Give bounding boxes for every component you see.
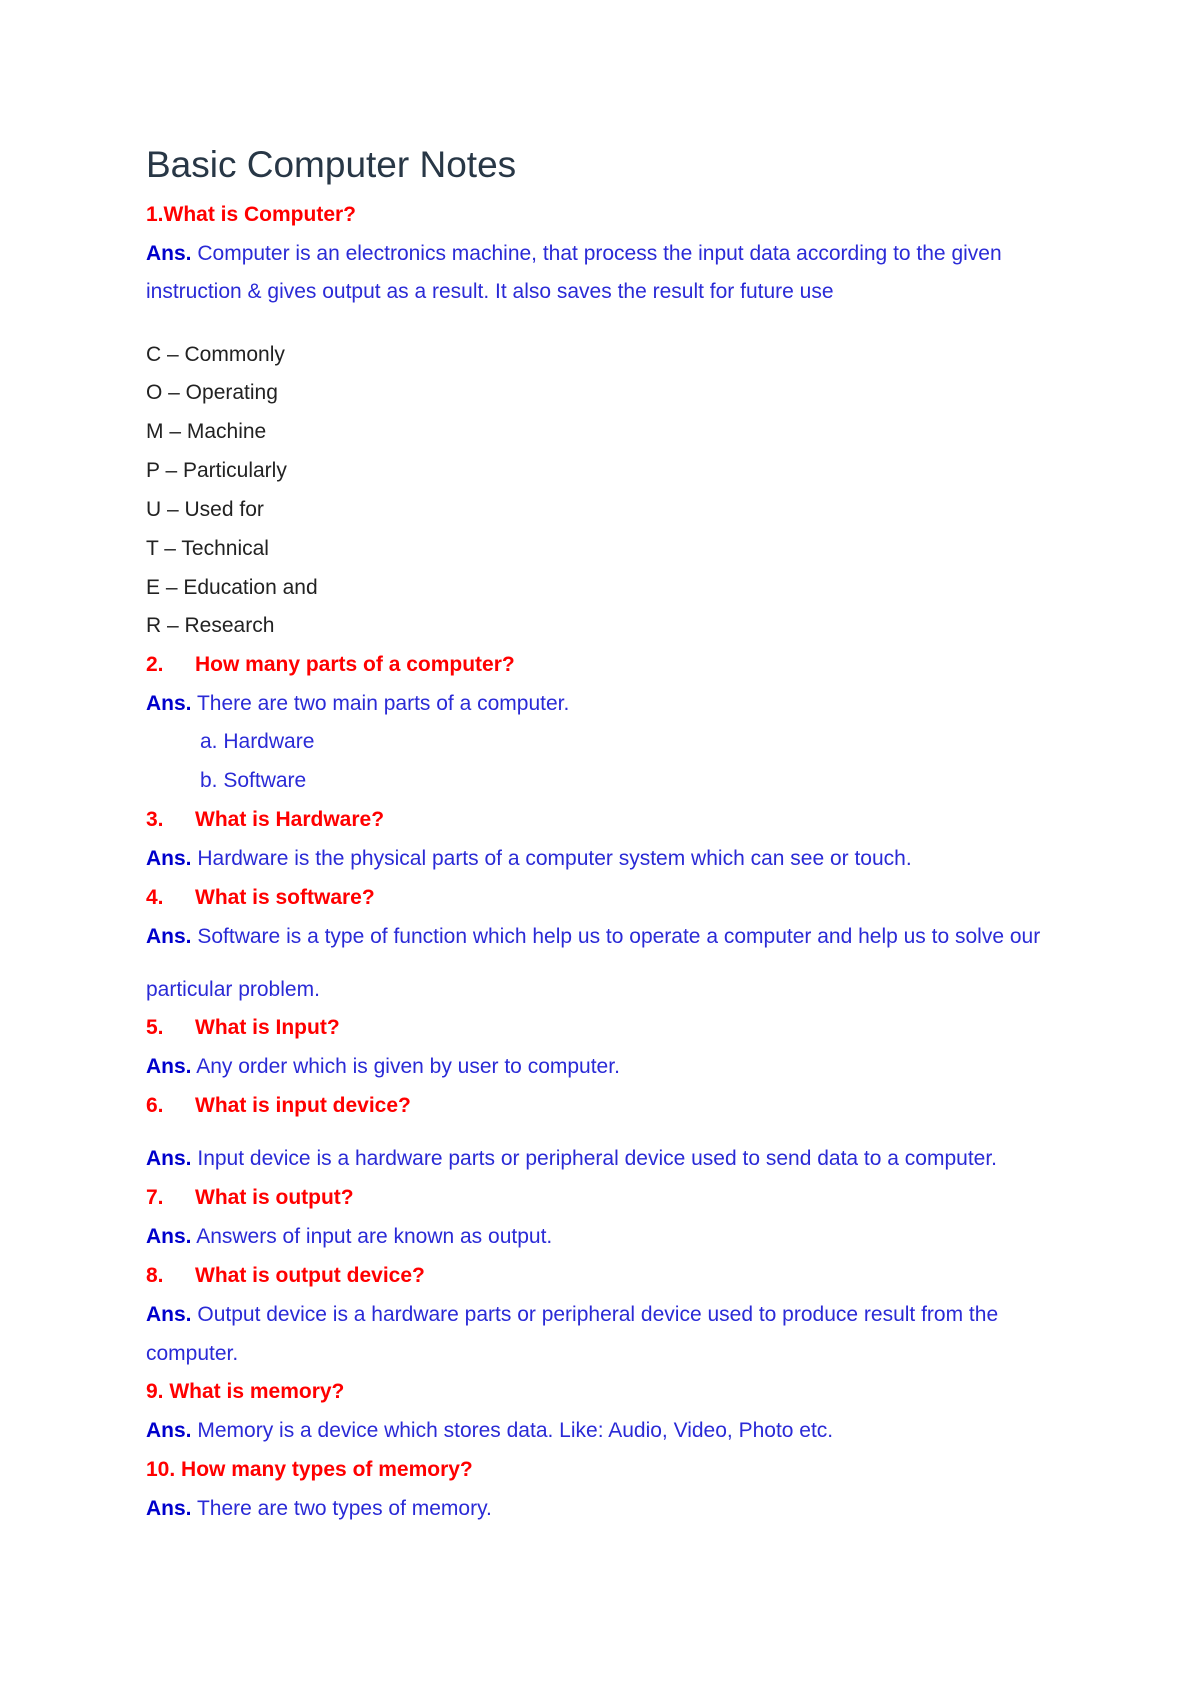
answer-1-text: Computer is an electronics machine, that process the input data according to the given: [197, 242, 1002, 265]
question-4: [146, 884, 375, 912]
question-number: 8.: [146, 1264, 164, 1287]
answer-5-text: Any order which is given by user to computer.: [196, 1055, 620, 1078]
answer-4-text: Software is a type of function which help us to operate a computer and help us to solve our: [197, 925, 1041, 948]
question-8: [146, 1262, 425, 1290]
question-number: 6.: [146, 1094, 164, 1117]
ans-label: Ans.: [146, 1303, 192, 1326]
list-item: b. Software: [200, 769, 307, 792]
question-2: [146, 651, 515, 679]
question-3: [146, 806, 384, 834]
answer-3: [146, 845, 912, 873]
acronym-line: T – Technical: [146, 537, 269, 560]
ans-label: Ans.: [146, 1225, 192, 1248]
question-5: [146, 1014, 340, 1042]
answer-8-line-2: computer.: [146, 1342, 239, 1365]
question-number: 4.: [146, 886, 164, 909]
answer-8-line-1: [146, 1301, 998, 1329]
answer-2: [146, 690, 569, 718]
ans-label: Ans.: [146, 925, 192, 948]
answer-8-text: Output device is a hardware parts or peripheral device used to produce result from the: [197, 1303, 999, 1326]
question-9: 9. What is memory?: [146, 1380, 345, 1403]
acronym-line: M – Machine: [146, 420, 267, 443]
answer-5: [146, 1053, 620, 1081]
question-text: What is input device?: [195, 1094, 411, 1117]
question-text: What is output?: [195, 1186, 354, 1209]
answer-2-text: There are two main parts of a computer.: [196, 692, 570, 715]
ans-label: Ans.: [146, 242, 192, 265]
answer-4-line-2: particular problem.: [146, 978, 320, 1001]
answer-10-text: There are two types of memory.: [196, 1497, 492, 1520]
acronym-line: O – Operating: [146, 381, 278, 404]
acronym-line: R – Research: [146, 614, 275, 637]
ans-label: Ans.: [146, 692, 192, 715]
ans-label: Ans.: [146, 1497, 192, 1520]
answer-3-text: Hardware is the physical parts of a computer system which can see or touch.: [197, 847, 912, 870]
question-number: 7.: [146, 1186, 164, 1209]
answer-10: [146, 1495, 492, 1523]
question-number: 5.: [146, 1016, 164, 1039]
question-1: 1.What is Computer?: [146, 203, 357, 226]
question-6: [146, 1092, 411, 1120]
list-item: a. Hardware: [200, 730, 315, 753]
answer-6: [146, 1145, 997, 1173]
acronym-line: U – Used for: [146, 498, 264, 521]
question-text: What is Hardware?: [195, 808, 385, 831]
ans-label: Ans.: [146, 847, 192, 870]
answer-4-line-1: [146, 923, 1040, 951]
acronym-line: P – Particularly: [146, 459, 287, 482]
question-number: 2.: [146, 653, 164, 676]
question-text: What is Input?: [195, 1016, 340, 1039]
answer-1-line-2: instruction & gives output as a result. It also saves the result for future use: [146, 280, 834, 303]
question-number: 3.: [146, 808, 164, 831]
answer-1-line-1: [146, 240, 1002, 268]
ans-label: Ans.: [146, 1419, 192, 1442]
question-10: 10. How many types of memory?: [146, 1458, 473, 1481]
ans-label: Ans.: [146, 1147, 192, 1170]
page-title: Basic Computer Notes: [146, 144, 517, 185]
answer-7: [146, 1223, 552, 1251]
acronym-line: C – Commonly: [146, 343, 285, 366]
answer-7-text: Answers of input are known as output.: [196, 1225, 553, 1248]
answer-9: [146, 1417, 833, 1445]
question-text: How many parts of a computer?: [195, 653, 515, 676]
question-7: [146, 1184, 354, 1212]
question-text: What is software?: [195, 886, 375, 909]
ans-label: Ans.: [146, 1055, 192, 1078]
acronym-line: E – Education and: [146, 576, 318, 599]
answer-6-text: Input device is a hardware parts or peripheral device used to send data to a computer.: [197, 1147, 997, 1170]
answer-9-text: Memory is a device which stores data. Like: Audio, Video, Photo etc.: [197, 1419, 834, 1442]
question-text: What is output device?: [195, 1264, 425, 1287]
